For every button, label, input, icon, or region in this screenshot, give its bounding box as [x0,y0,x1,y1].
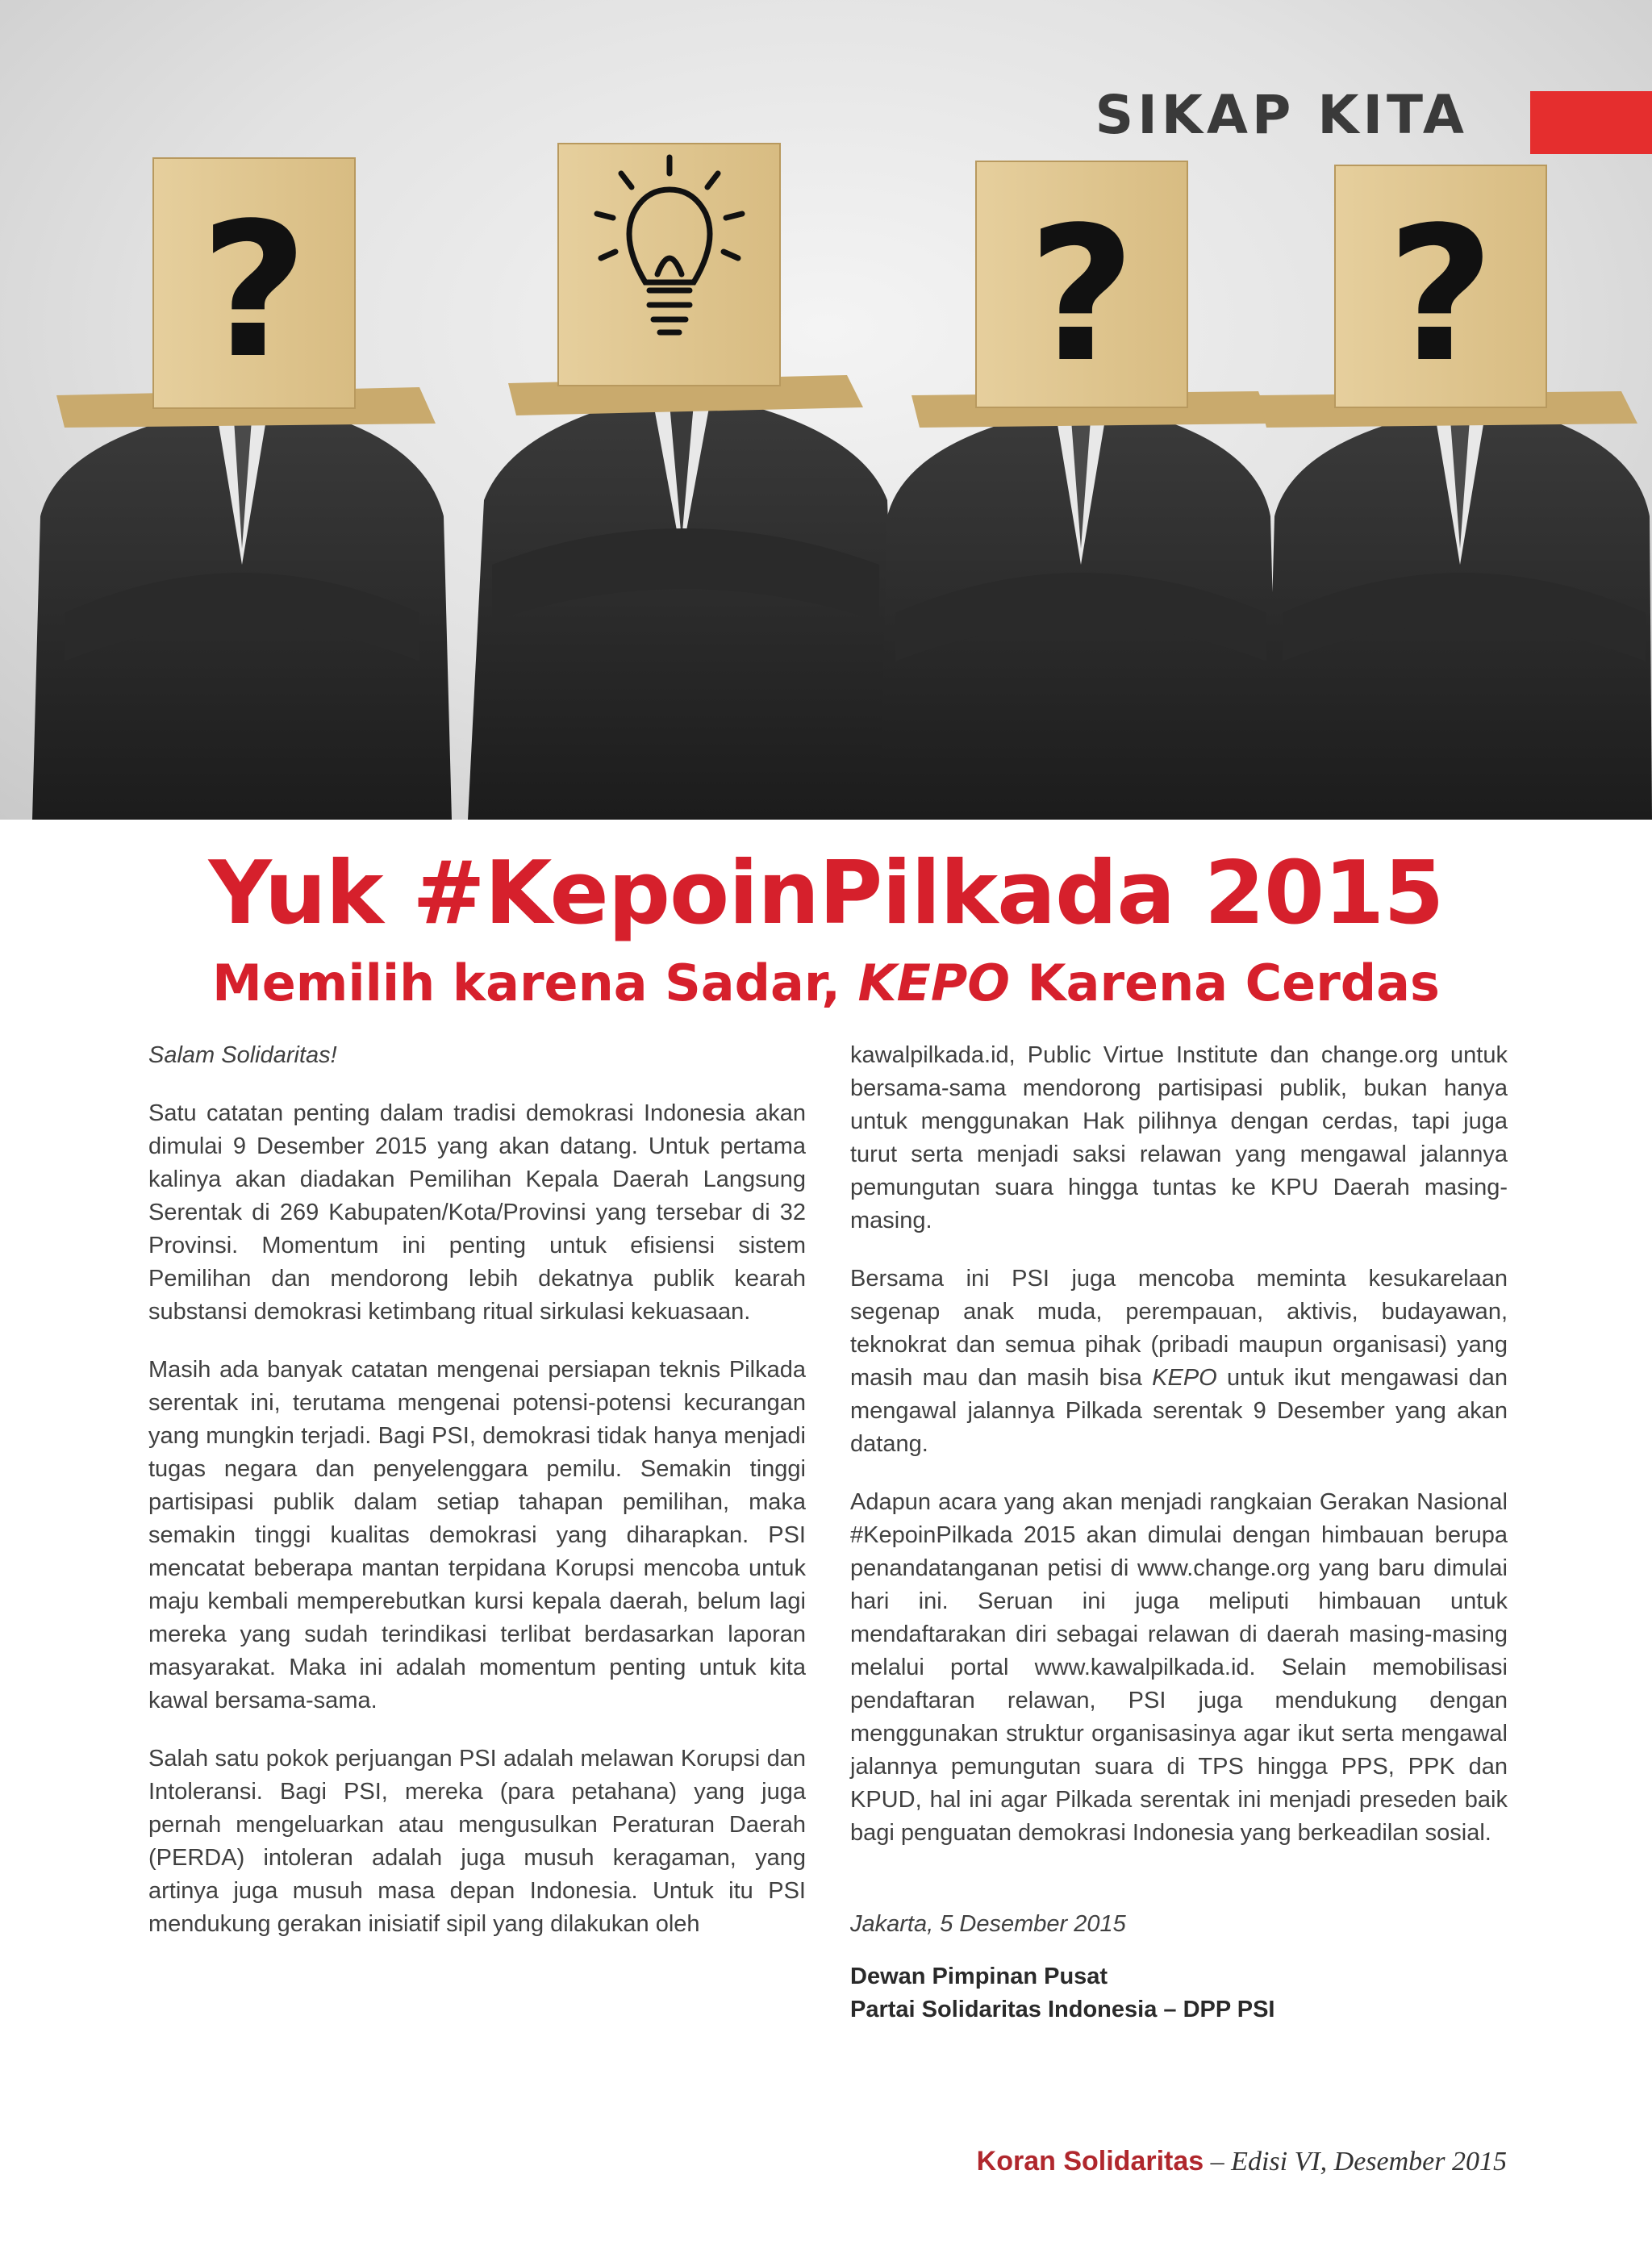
hero-photo [0,0,1652,820]
subtitle-text: Memilih karena Sadar, [212,954,858,1012]
figure-person-2 [468,144,899,820]
paragraph-5-text-end: untuk ikut mengawasi dan mengawal jalannya Pilkada serentak 9 Desember yang akan datang. [850,1365,1508,1457]
dateline: Jakarta, 5 Desember 2015 [850,1911,1126,1937]
paragraph-4: kawalpilkada.id, Public Virtue Institute dan change.org untuk bersama-sama mendorong partisipasi publik, bukan hanya untuk menggunakan Hak pilihnya dengan cerdas, tapi juga turut serta menjadi saksi relawan yang mengawal jalannya pemungutan suara hingga tuntas ke KPU Daerah masing-masing. [850,1042,1508,1233]
signature-line-2: Partai Solidaritas Indonesia – DPP PSI [850,1997,1275,2022]
edition-info: – Edisi VI, Desember 2015 [1204,2147,1507,2177]
paragraph-2: Masih ada banyak catatan mengenai persiapan teknis Pilkada serentak ini, terutama mengenai potensi-potensi kecurangan yang mungkin terjadi. Bagi PSI, demokrasi tidak hanya menjadi tugas negara dan penyelenggara pemilu. Semakin tinggi partisipasi publik dalam setiap tahapan pemilihan, maka semakin tinggi kualitas demokrasi yang diharapkan. PSI mencatat beberapa mantan terpidana Korupsi mencoba untuk maju kembali memperebutkan kursi kepala daerah, belum lagi mereka yang sudah terindikasi terlibat berdasarkan laporan masyarakat. Maka ini adalah momentum penting untuk kita kawal bersama-sama. [148,1357,806,1713]
subtitle-text-end: Karena Cerdas [1010,954,1440,1012]
paragraph-1: Satu catatan penting dalam tradisi demokrasi Indonesia akan dimulai 9 Desember 2015 yang akan datang. Untuk pertama kalinya akan diadakan Pemilihan Kepala Daerah Langsung Serentak di 269 Kabupaten/Kota/Provinsi yang tersebar di 32 Provinsi. Momentum ini penting untuk efisiensi sistem Pemilihan dan mendorong lebih dekatnya publik kearah substansi demokrasi ketimbang ritual sirkulasi kekuasaan. [148,1100,806,1325]
figure-person-3 [879,161,1279,820]
figure-person-1 [32,158,452,820]
signature [850,1960,1508,2026]
subtitle-emphasis: KEPO [857,954,1011,1012]
paragraph-3: Salah satu pokok perjuangan PSI adalah melawan Korupsi dan Intoleransi. Bagi PSI, mereka (para petahana) yang juga pernah mengeluarkan atau mengusulkan Peraturan Daerah (PERDA) intoleran adalah juga musuh keragaman, yang artinya juga musuh masa depan Indonesia. Untuk itu PSI mendukung gerakan inisiatif sipil yang dilakukan oleh [148,1746,806,1937]
question-mark-icon: ? [1028,188,1136,403]
paragraph-5 [850,1263,1508,1461]
page-title: Yuk #KepoinPilkada 2015 [208,843,1444,944]
question-mark-icon: ? [200,184,308,399]
greeting: Salam Solidaritas! [148,1042,337,1068]
question-mark-icon: ? [1387,188,1495,403]
article-column-right [850,1039,1508,2026]
publication-name: Koran Solidaritas [976,2146,1204,2177]
paragraph-5-emphasis: KEPO [1152,1365,1217,1391]
page-subtitle [0,954,1652,1012]
paragraph-6: Adapun acara yang akan menjadi rangkaian Gerakan Nasional #KepoinPilkada 2015 akan dimulai dengan himbauan berupa penandatanganan petisi di www.change.org yang baru dimulai hari ini. Seruan ini juga meliputi himbauan untuk mendaftarakan diri sebagai relawan di daerah masing-masing melalui portal www.kawalpilkada.id. Selain memobilisasi pendaftaran relawan, PSI juga mendukung dengan menggunakan struktur organisasinya agar ikut serta mengawal jalannya pemungutan suara di TPS hingga PPS, PPK dan KPUD, hal ini agar Pilkada serentak ini menjadi preseden baik bagi penguatan demokrasi Indonesia yang berkeadilan sosial. [850,1489,1508,1846]
page-footer [807,2146,1507,2177]
section-accent-tab [1530,91,1652,154]
paragraph-5-text: Bersama ini PSI juga mencoba meminta kesukarelaan segenap anak muda, perempauan, aktivis, budayawan, teknokrat dan semua pihak (pribadi maupun organisasi) yang masih mau dan masih bisa [850,1266,1508,1391]
article-column-left [148,1039,806,1966]
figure-person-4 [1258,165,1652,820]
signature-line-1: Dewan Pimpinan Pusat [850,1964,1108,1989]
section-label: SIKAP KITA [1095,84,1468,146]
